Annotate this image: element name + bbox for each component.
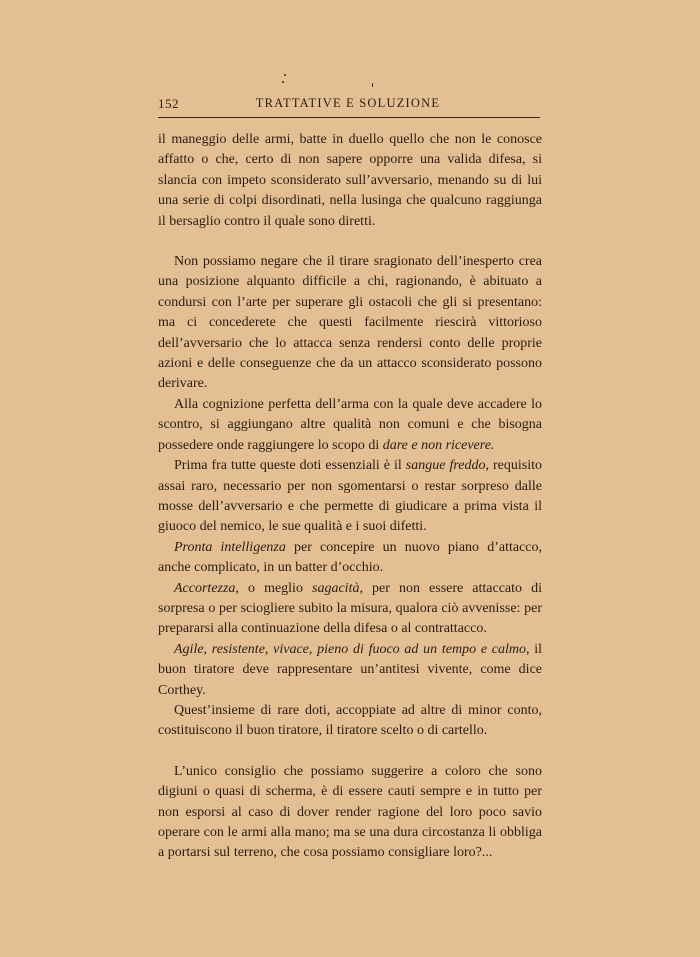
text-run: Non possiamo negare che il tirare sragionato dell’inesperto crea una posizione alquanto difficile a chi, ragionando, è abituato a condursi con l’arte per superare gli ostacoli che gli si presentano: ma ci concederete che questi facilmente riescirà vittorioso dell’avversario che lo attacca senza rendersi conto delle proprie azioni e delle conseguenze che da un attacco sconsiderato possono derivare.: [158, 254, 542, 392]
text-run: requisito assai raro, necessario per non sgomentarsi o restar sorpreso dalle mosse dell’avversario e che permette di giudicare a prima vista il giuoco del nemico, le sue qualità e i suoi difetti.: [158, 458, 542, 535]
paragraph: [158, 640, 542, 701]
body-text: [158, 130, 542, 864]
paragraph: [158, 456, 542, 538]
text-run: per concepire un nuovo piano d’attacco, anche complicato, in un batter d’occhio.: [158, 539, 542, 576]
text-run: o meglio: [238, 580, 313, 596]
italic-phrase: Pronta intelligenza: [174, 539, 286, 555]
ink-speck: [282, 81, 284, 83]
italic-phrase: sangue freddo,: [405, 458, 489, 474]
text-run: per non essere attaccato di sorpresa o per sciogliere subito la misura, qualora ciò avvenisse: per prepararsi alla continuazione della difesa o al contrattacco.: [158, 580, 542, 637]
paragraph: [158, 395, 542, 456]
ink-speck: [372, 83, 373, 87]
page-header: [158, 96, 538, 116]
paragraph: [158, 762, 542, 864]
italic-phrase: Agile, resistente, vivace, pieno di fuoco ad un tempo e calmo,: [174, 641, 530, 657]
header-rule: [158, 117, 540, 118]
running-title: TRATTATIVE E SOLUZIONE: [255, 96, 441, 110]
paragraph: [158, 701, 542, 742]
paragraph: [158, 130, 542, 232]
text-run: Prima fra tutte queste doti essenziali è il: [174, 458, 406, 474]
text-run: Quest’insieme di rare doti, accoppiate ad altre di minor conto, costituiscono il buon tiratore, il tiratore scelto o di cartello.: [158, 702, 542, 739]
italic-phrase: dare e non ricevere.: [382, 437, 495, 453]
text-run: il buon tiratore deve rappresentare un’antitesi vivente, come dice Corthey.: [158, 641, 542, 698]
paragraph: [158, 252, 542, 395]
page-number: 152: [158, 96, 179, 111]
text-run: L’unico consiglio che possiamo suggerire a coloro che sono digiuni o quasi di scherma, è di essere cauti sempre e in tutto per non esporsi al caso di dover render ragione del loro poco savio operare con le armi alla mano; ma se una dura circostanza li obbliga a portarsi sul terreno, che cosa possiamo consigliare loro?...: [158, 763, 542, 861]
ink-speck: [284, 74, 286, 76]
paragraph: [158, 579, 542, 640]
italic-phrase: Accortezza,: [174, 580, 239, 596]
text-run: Alla cognizione perfetta dell’arma con la quale deve accadere lo scontro, si aggiungano altre qualità non comuni e che bisogna possedere onde raggiungere lo scopo di: [158, 396, 542, 453]
paragraph: [158, 538, 542, 579]
italic-phrase: sagacità,: [312, 580, 363, 596]
text-run: il maneggio delle armi, batte in duello quello che non le conosce affatto o che, certo di non sapere opporre una valida difesa, si slancia con impeto sconsiderato sull’avversario, menando su di lui una serie di colpi disordinati, nella lusinga che qualcuno raggiunga il bersaglio contro il quale sono diretti.: [158, 132, 542, 229]
